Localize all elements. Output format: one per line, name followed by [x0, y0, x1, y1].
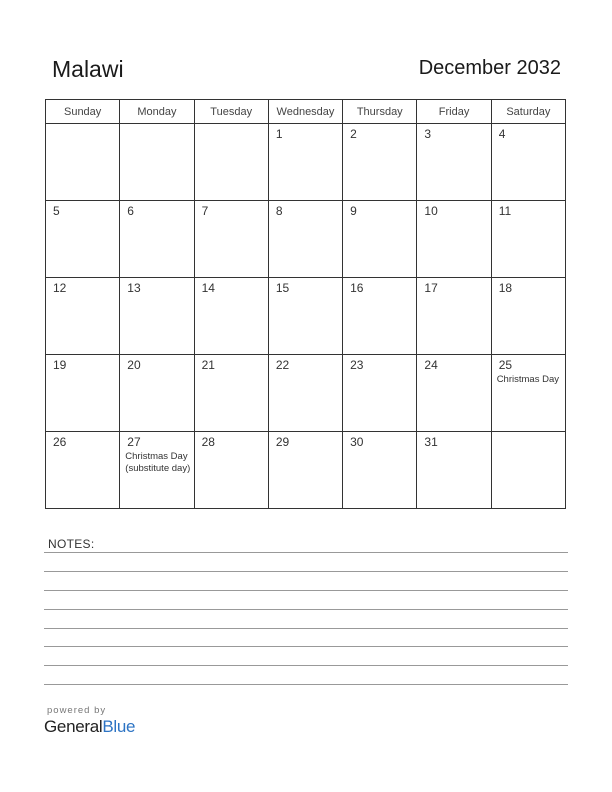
day-number: 16 — [350, 281, 364, 295]
day-cell — [417, 355, 491, 432]
brand-part-general: General — [44, 717, 103, 736]
notes-line — [44, 665, 568, 666]
day-cell — [46, 278, 120, 355]
notes-line — [44, 628, 568, 629]
day-cell — [343, 201, 417, 278]
weekday-header: Friday — [417, 100, 491, 124]
weekday-header: Saturday — [491, 100, 565, 124]
day-cell — [491, 124, 565, 201]
day-cell — [268, 278, 342, 355]
day-cell — [491, 432, 565, 509]
day-cell — [194, 278, 268, 355]
day-number: 15 — [275, 281, 290, 295]
day-number: 12 — [53, 281, 67, 295]
day-number: 19 — [53, 358, 67, 372]
day-number: 10 — [424, 204, 438, 218]
weekday-header: Thursday — [343, 100, 417, 124]
day-number: 31 — [424, 435, 438, 449]
day-number: 25 — [498, 358, 513, 372]
day-cell — [491, 355, 565, 432]
day-cell — [120, 432, 194, 509]
notes-line — [44, 552, 568, 553]
weekday-header-row — [46, 100, 566, 124]
day-cell — [120, 355, 194, 432]
day-number: 3 — [424, 127, 432, 141]
generalblue-logo — [44, 717, 135, 737]
day-cell — [194, 124, 268, 201]
month-year-title: December 2032 — [418, 57, 561, 79]
day-number: 7 — [201, 204, 209, 218]
powered-by-text: powered by — [47, 705, 107, 716]
day-number: 2 — [350, 127, 357, 141]
notes-line — [44, 684, 568, 685]
week-row — [46, 355, 566, 432]
weekday-header: Wednesday — [268, 100, 342, 124]
day-cell — [194, 355, 268, 432]
notes-line — [44, 571, 568, 572]
day-number: 21 — [201, 358, 215, 372]
brand-part-blue: Blue — [102, 717, 136, 736]
day-number: 11 — [498, 204, 512, 218]
notes-line — [44, 590, 568, 591]
day-cell — [343, 278, 417, 355]
day-cell — [417, 201, 491, 278]
day-cell — [120, 124, 194, 201]
day-number: 17 — [424, 281, 438, 295]
day-cell — [417, 432, 491, 509]
holiday-label: Christmas Day (substitute day) — [125, 451, 191, 474]
day-number: 4 — [498, 127, 506, 141]
day-cell — [417, 124, 491, 201]
day-number: 9 — [350, 204, 357, 218]
day-number: 28 — [201, 435, 215, 449]
week-row — [46, 432, 566, 509]
calendar-grid — [45, 99, 566, 509]
country-title: Malawi — [52, 56, 124, 82]
day-number: 30 — [350, 435, 364, 449]
day-number: 24 — [424, 358, 438, 372]
day-number: 13 — [127, 281, 141, 295]
day-cell — [120, 278, 194, 355]
day-number: 8 — [275, 204, 283, 218]
day-number: 1 — [275, 127, 283, 141]
day-number: 5 — [53, 204, 60, 218]
holiday-label: Christmas Day — [496, 374, 559, 385]
notes-line — [44, 646, 568, 647]
notes-label: NOTES: — [48, 537, 95, 551]
day-cell — [268, 355, 342, 432]
week-row — [46, 278, 566, 355]
day-number: 27 — [127, 435, 141, 449]
day-cell — [46, 201, 120, 278]
day-number: 6 — [127, 204, 134, 218]
day-cell — [268, 432, 342, 509]
day-cell — [491, 201, 565, 278]
notes-line — [44, 609, 568, 610]
day-cell — [417, 278, 491, 355]
day-number: 26 — [53, 435, 67, 449]
day-cell — [194, 201, 268, 278]
day-cell — [343, 355, 417, 432]
day-cell — [46, 355, 120, 432]
day-cell — [268, 201, 342, 278]
day-cell — [46, 124, 120, 201]
day-number: 18 — [498, 281, 513, 295]
weekday-header: Monday — [120, 100, 194, 124]
day-cell — [194, 432, 268, 509]
day-cell — [120, 201, 194, 278]
day-number: 20 — [127, 358, 141, 372]
week-row — [46, 201, 566, 278]
day-cell — [46, 432, 120, 509]
day-cell — [343, 432, 417, 509]
day-cell — [268, 124, 342, 201]
day-number: 23 — [350, 358, 364, 372]
day-number: 22 — [275, 358, 290, 372]
day-number: 14 — [201, 281, 215, 295]
weekday-header: Sunday — [46, 100, 120, 124]
day-cell — [491, 278, 565, 355]
day-number: 29 — [275, 435, 290, 449]
weekday-header: Tuesday — [194, 100, 268, 124]
day-cell — [343, 124, 417, 201]
week-row — [46, 124, 566, 201]
